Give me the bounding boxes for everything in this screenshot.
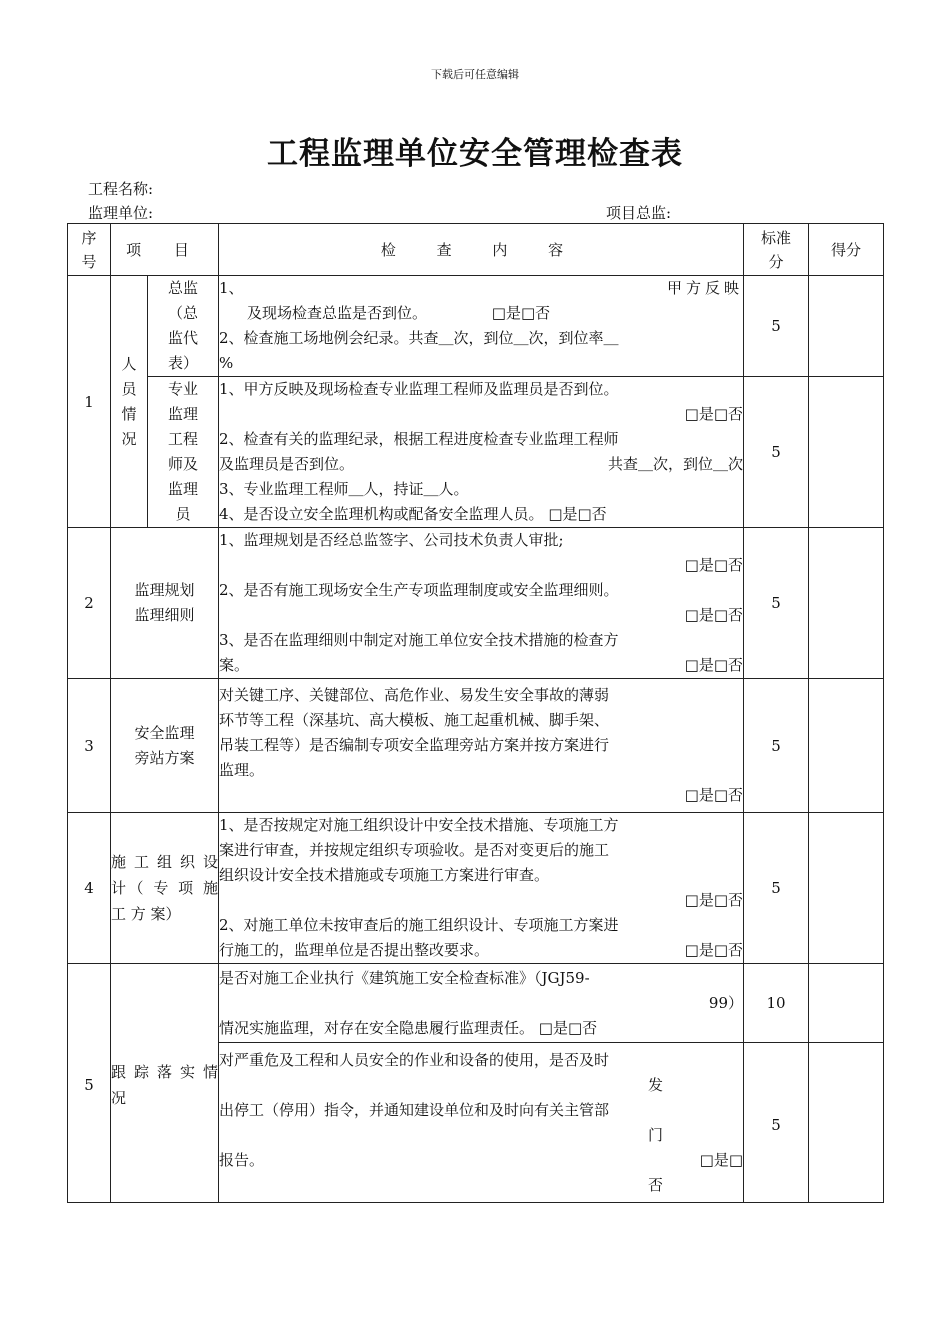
content-cell: 对严重危及工程和人员安全的作业和设备的使用，是否及时 发 出停工（停用）指令，并通知建设单位和及时向有关主管部 门 报告。 □是□ 否 — [219, 1043, 744, 1203]
table-header-row — [68, 224, 884, 276]
score-input-cell[interactable] — [809, 377, 884, 528]
col-content-header: 检 查 内 容 — [219, 224, 744, 276]
content-cell: 是否对施工企业执行《建筑施工安全检查标准》（JGJ59- 99） 情况实施监理，对存在安全隐患履行监理责任。 □是□否 — [219, 964, 744, 1043]
score-input-cell[interactable] — [809, 528, 884, 679]
content-cell: 对关键工序、关键部位、高危作业、易发生安全事故的薄弱 环节等工程（深基坑、高大模板、施工起重机械、脚手架、 吊装工程等）是否编制专项安全监理旁站方案并按方案进行 监理。 □是□否 — [219, 679, 744, 813]
score-input-cell[interactable] — [809, 276, 884, 377]
table-row — [68, 813, 884, 964]
standard-score-cell: 5 — [744, 1043, 809, 1203]
chief-supervisor-label: 项目总监: — [606, 204, 672, 222]
item-cell: 总监 （总 监代 表） — [148, 276, 219, 377]
item-cell: 监理规划 监理细则 — [111, 528, 219, 679]
table-row — [68, 377, 884, 528]
content-cell: 1、甲方反映及现场检查专业监理工程师及监理员是否到位。 □是□否 2、检查有关的监理纪录，根据工程进度检查专业监理工程师 及监理员是否到位。 共查＿次，到位＿次 3、专业监理工程师＿人，持证＿人。 4、是否设立安全监理机构或配备安全监理人员。 □是□否 — [219, 377, 744, 528]
score-input-cell[interactable] — [809, 679, 884, 813]
seq-cell: 2 — [68, 528, 111, 679]
col-item-header: 项 目 — [111, 224, 219, 276]
item-cell: 专业 监理 工程 师及 监理 员 — [148, 377, 219, 528]
content-cell: 1、是否按规定对施工组织设计中安全技术措施、专项施工方 案进行审查，并按规定组织专项验收。是否对变更后的施工 组织设计安全技术措施或专项施工方案进行审查。 □是□否 2、对施工单位未按审查后的施工组织设计、专项施工方案进 行施工的，监理单位是否提出整改要求。 □是□否 — [219, 813, 744, 964]
supervision-unit-label: 监理单位: — [88, 204, 154, 222]
score-input-cell[interactable] — [809, 964, 884, 1043]
inspection-table — [67, 223, 884, 1203]
project-name-label: 工程名称: — [88, 180, 154, 198]
table-row — [68, 528, 884, 679]
item-cell: 跟 踪 落 实 情况 — [111, 964, 219, 1203]
item-cell: 施 工 组 织 设 计（ 专 项 施 工 方 案） — [111, 813, 219, 964]
item-cell: 安全监理 旁站方案 — [111, 679, 219, 813]
table-row — [68, 276, 884, 377]
standard-score-cell: 5 — [744, 276, 809, 377]
table-row — [68, 964, 884, 1043]
seq-cell: 1 — [68, 276, 111, 528]
content-cell: 1、监理规划是否经总监签字、公司技术负责人审批; □是□否 2、是否有施工现场安全生产专项监理制度或安全监理细则。 □是□否 3、是否在监理细则中制定对施工单位安全技术措施的检查方 案。 □是□否 — [219, 528, 744, 679]
score-input-cell[interactable] — [809, 813, 884, 964]
page-title: 工程监理单位安全管理检查表 — [267, 136, 683, 172]
standard-score-cell: 5 — [744, 679, 809, 813]
seq-cell: 3 — [68, 679, 111, 813]
content-cell: 1、 甲方反映 及现场检查总监是否到位。 □是□否 2、检查施工场地例会纪录。共查＿次，到位＿次，到位率＿ % — [219, 276, 744, 377]
standard-score-cell: 5 — [744, 528, 809, 679]
table-row — [68, 679, 884, 813]
header-note: 下载后可任意编辑 — [431, 68, 519, 81]
col-seq-header: 序 号 — [68, 224, 111, 276]
seq-cell: 4 — [68, 813, 111, 964]
col-standard-header: 标准 分 — [744, 224, 809, 276]
standard-score-cell: 5 — [744, 377, 809, 528]
score-input-cell[interactable] — [809, 1043, 884, 1203]
standard-score-cell: 10 — [744, 964, 809, 1043]
standard-score-cell: 5 — [744, 813, 809, 964]
group-cell: 人 员 情 况 — [111, 276, 148, 528]
col-score-header: 得分 — [809, 224, 884, 276]
seq-cell: 5 — [68, 964, 111, 1203]
